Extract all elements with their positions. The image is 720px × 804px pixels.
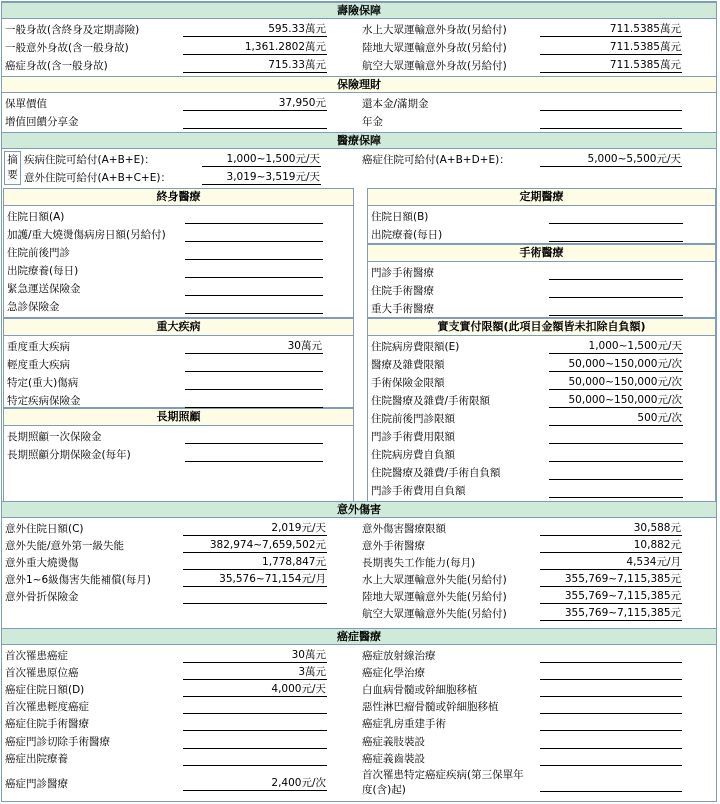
benefit-row	[5, 571, 329, 589]
benefit-value	[549, 208, 683, 224]
benefit-row	[371, 282, 685, 300]
finance-title-header: 保險理財	[2, 76, 716, 93]
benefit-value: 1,778,847元	[183, 554, 327, 570]
benefit-value	[540, 664, 682, 680]
benefit-label: 癌症化學治療	[362, 667, 425, 679]
benefit-value: 355,769~7,115,385元	[540, 571, 682, 587]
benefit-row	[5, 647, 329, 665]
benefit-row	[371, 482, 685, 500]
benefit-row	[362, 750, 684, 768]
benefit-label: 住院醫療及雜費/手術自負額	[371, 467, 501, 479]
reimbursement-box	[367, 318, 716, 502]
benefit-label: 住院病房費自負額	[371, 449, 455, 461]
benefit-label: 住院病房費限額(E)	[371, 341, 460, 353]
benefit-label: 首次罹患輕度癌症	[5, 701, 89, 713]
benefit-value: 50,000~150,000元/次	[549, 392, 683, 408]
benefit-value: 1,000~1,500元/天	[549, 338, 683, 354]
benefit-row	[5, 664, 329, 682]
benefit-value	[183, 750, 327, 766]
surgery-title-header: 手術醫療	[368, 245, 715, 262]
benefit-label: 住院前後門診	[7, 247, 70, 259]
benefit-label: 一般身故(含終身及定期壽險)	[5, 24, 140, 36]
benefit-label: 首次罹患特定癌症疾病(第三保單年	[362, 769, 524, 781]
benefit-row	[362, 95, 684, 113]
benefit-row	[371, 300, 685, 318]
benefit-row	[362, 57, 684, 75]
lifelong-medical-box	[3, 188, 354, 318]
benefit-value: 1,000~1,500元/天	[202, 151, 321, 167]
benefit-row	[371, 264, 685, 282]
reimb-title-header: 實支實付限額(此項目金額皆未扣除自負額)	[368, 319, 715, 336]
benefit-label: 陸地大眾運輸意外失能(另給付)	[362, 591, 507, 603]
benefit-row	[7, 338, 325, 356]
benefit-value: 30,588元	[540, 520, 682, 536]
accident-title-header: 意外傷害	[2, 501, 716, 518]
benefit-row	[7, 446, 325, 464]
benefit-label: 出院療養(每日)	[371, 229, 443, 241]
benefit-row	[7, 356, 325, 374]
benefit-value	[549, 282, 683, 298]
benefit-value: 711.5385萬元	[540, 39, 682, 55]
benefit-label: 一般意外身故(含一般身故)	[5, 42, 129, 54]
benefit-value: 2,400元/次	[183, 775, 327, 791]
benefit-label: 門診手術醫療	[371, 267, 434, 279]
benefit-row	[362, 605, 684, 623]
benefit-value: 2,019元/天	[183, 520, 327, 536]
benefit-label: 癌症住院日額(D)	[5, 684, 85, 696]
benefit-label: 首次罹患癌症	[5, 650, 68, 662]
benefit-value: 1,361.2802萬元	[183, 39, 327, 55]
benefit-label: 醫療及雜費限額	[371, 359, 445, 371]
benefit-value	[549, 300, 683, 316]
benefit-value	[540, 750, 682, 766]
critical-illness-box	[3, 318, 354, 408]
benefit-label: 癌症住院可給付(A+B+D+E)：	[362, 154, 510, 166]
benefit-label: 加護/重大燒燙傷病房日額(另給付)	[7, 229, 166, 241]
benefit-label: 意外重大燒燙傷	[5, 557, 79, 569]
benefit-label: 癌症門診醫療	[5, 778, 68, 790]
benefit-label: 重度重大疾病	[7, 341, 70, 353]
benefit-label: 陸地大眾運輸意外身故(另給付)	[362, 42, 507, 54]
benefit-label: 航空大眾運輸意外身故(另給付)	[362, 60, 507, 72]
benefit-row	[5, 39, 329, 57]
benefit-value	[185, 298, 323, 314]
benefit-label: 癌症義肢裝設	[362, 736, 425, 748]
benefit-value	[183, 698, 327, 714]
critical-title-header: 重大疾病	[4, 319, 353, 336]
benefit-value: 3,019~3,519元/天	[202, 169, 321, 185]
benefit-label: 長期照顧分期保險金(每年)	[7, 449, 131, 461]
benefit-value: 711.5385萬元	[540, 21, 682, 37]
benefit-label: 急診保險金	[7, 301, 60, 313]
benefit-row	[5, 95, 329, 113]
benefit-row	[371, 356, 685, 374]
benefit-row	[5, 733, 329, 751]
benefit-row	[5, 681, 329, 699]
benefit-label: 航空大眾運輸意外失能(另給付)	[362, 608, 507, 620]
benefit-row	[24, 169, 323, 187]
summary-tag	[4, 151, 21, 185]
benefit-value	[185, 446, 323, 462]
benefit-row	[5, 537, 329, 555]
benefit-row	[7, 262, 325, 280]
benefit-row	[7, 374, 325, 392]
benefit-value: 5,000~5,500元/天	[540, 151, 682, 167]
benefit-label: 癌症門診切除手術醫療	[5, 736, 110, 748]
benefit-value	[549, 226, 683, 242]
benefit-value: 30萬元	[185, 338, 323, 354]
benefit-label: 門診手術費用自負額	[371, 485, 466, 497]
benefit-row	[371, 226, 685, 244]
benefit-row	[371, 410, 685, 428]
benefit-label: 水上大眾運輸意外失能(另給付)	[362, 574, 507, 586]
benefit-value	[185, 262, 323, 278]
benefit-row	[7, 298, 325, 316]
benefit-label: 長期照顧一次保險金	[7, 431, 102, 443]
benefit-value	[183, 715, 327, 731]
benefit-label: 門診手術費用限額	[371, 431, 455, 443]
benefit-label: 手術保險金限額	[371, 377, 445, 389]
benefit-row	[362, 520, 684, 538]
benefit-value	[540, 733, 682, 749]
benefit-row	[362, 664, 684, 682]
benefit-label: 癌症住院手術醫療	[5, 718, 89, 730]
benefit-value: 355,769~7,115,385元	[540, 605, 682, 621]
benefit-value: 595.33萬元	[183, 21, 327, 37]
benefit-row	[5, 588, 329, 606]
benefit-row	[5, 750, 329, 768]
benefit-value: 35,576~71,154元/月	[183, 571, 327, 587]
benefit-label: 還本金/滿期金	[362, 98, 429, 110]
benefit-row	[362, 537, 684, 555]
surgery-medical-box	[367, 244, 716, 318]
benefit-row	[362, 151, 684, 169]
benefit-value	[183, 588, 327, 604]
benefit-value: 50,000~150,000元/次	[549, 374, 683, 390]
benefit-label: 年金	[362, 116, 383, 128]
benefit-row	[371, 464, 685, 482]
benefit-value	[540, 776, 682, 792]
benefit-label: 住院前後門診限額	[371, 413, 455, 425]
benefit-row	[362, 571, 684, 589]
benefit-value	[540, 113, 682, 129]
benefit-row	[5, 57, 329, 75]
benefit-row	[7, 280, 325, 298]
benefit-label: 白血病骨髓或幹細胞移植	[362, 684, 478, 696]
benefit-row	[371, 374, 685, 392]
benefit-value	[549, 464, 683, 480]
benefit-value	[540, 95, 682, 111]
benefit-value	[540, 715, 682, 731]
benefit-label: 水上大眾運輸意外身故(另給付)	[362, 24, 507, 36]
benefit-value	[549, 446, 683, 462]
benefit-row	[371, 446, 685, 464]
benefit-label: 特定疾病保險金	[7, 395, 81, 407]
benefit-row	[362, 554, 684, 572]
benefit-value	[549, 482, 683, 498]
benefit-value: 50,000~150,000元/次	[549, 356, 683, 372]
benefit-value	[183, 733, 327, 749]
benefit-value	[185, 374, 323, 390]
benefit-row	[362, 588, 684, 606]
benefit-row	[371, 428, 685, 446]
benefit-label: 特定(重大)傷病	[7, 377, 79, 389]
benefit-label: 癌症放射線治療	[362, 650, 436, 662]
benefit-row	[24, 151, 323, 169]
benefit-value	[185, 244, 323, 260]
benefit-row	[5, 554, 329, 572]
benefit-label: 癌症乳房重建手術	[362, 718, 446, 730]
benefit-row	[371, 208, 685, 226]
benefit-row	[7, 244, 325, 262]
benefit-row	[362, 715, 684, 733]
benefit-value	[185, 428, 323, 444]
benefit-value	[185, 280, 323, 296]
medical-title-header: 醫療保障	[2, 132, 716, 149]
benefit-label: 意外1~6級傷害失能補償(每月)	[5, 574, 151, 586]
benefit-value	[185, 208, 323, 224]
benefit-row	[362, 681, 684, 699]
benefit-row	[5, 520, 329, 538]
benefit-label: 惡性淋巴瘤骨髓或幹細胞移植	[362, 701, 499, 713]
summary-tag-char: 要	[7, 169, 18, 181]
benefit-label: 緊急運送保險金	[7, 283, 81, 295]
benefit-label: 住院日額(A)	[7, 211, 65, 223]
benefit-row	[362, 647, 684, 665]
benefit-row	[5, 698, 329, 716]
benefit-row	[5, 715, 329, 733]
benefit-value	[540, 647, 682, 663]
benefit-label: 住院手術醫療	[371, 285, 434, 297]
benefit-row	[7, 208, 325, 226]
benefit-label: 意外住院日額(C)	[5, 523, 84, 535]
benefit-value: 4,534元/月	[540, 554, 682, 570]
benefit-value: 715.33萬元	[183, 57, 327, 73]
benefit-label: 首次罹患原位癌	[5, 667, 79, 679]
benefit-value	[549, 428, 683, 444]
benefit-label: 住院日額(B)	[371, 211, 429, 223]
long-term-care-box	[3, 408, 354, 502]
benefit-value: 10,882元	[540, 537, 682, 553]
benefit-row	[362, 39, 684, 57]
benefit-row	[362, 698, 684, 716]
life-title-header: 壽險保障	[2, 2, 716, 19]
lifelong-title-header: 終身醫療	[4, 189, 353, 206]
benefit-label: 疾病住院可給付(A+B+E)：	[24, 154, 155, 166]
benefit-row	[7, 226, 325, 244]
benefit-value	[540, 681, 682, 697]
benefit-label: 長期喪失工作能力(每月)	[362, 557, 476, 569]
benefit-label: 癌症義齒裝設	[362, 753, 425, 765]
benefit-value	[185, 226, 323, 242]
benefit-label: 癌症身故(含一般身故)	[5, 60, 108, 72]
benefit-value	[540, 698, 682, 714]
benefit-row	[362, 21, 684, 39]
benefit-value	[549, 264, 683, 280]
benefit-label: 保單價值	[5, 98, 47, 110]
benefit-value: 711.5385萬元	[540, 57, 682, 73]
benefit-label: 重大手術醫療	[371, 303, 434, 315]
benefit-label: 意外傷害醫療限額	[362, 523, 446, 535]
benefit-row	[362, 113, 684, 131]
benefit-label: 增值回饋分享金	[5, 116, 79, 128]
benefit-value: 382,974~7,659,502元	[183, 537, 327, 553]
benefit-label: 出院療養(每日)	[7, 265, 79, 277]
benefit-row	[371, 338, 685, 356]
benefit-row	[5, 21, 329, 39]
benefit-row	[362, 733, 684, 751]
benefit-value	[183, 113, 327, 129]
benefit-label: 意外骨折保險金	[5, 591, 79, 603]
benefit-value: 4,000元/天	[183, 681, 327, 697]
benefit-value	[185, 392, 323, 408]
benefit-value	[185, 356, 323, 372]
benefit-value: 500元/次	[549, 410, 683, 426]
benefit-row	[5, 113, 329, 131]
benefit-label: 意外住院可給付(A+B+C+E)：	[24, 172, 171, 184]
benefit-row	[371, 392, 685, 410]
benefit-label: 癌症出院療養	[5, 753, 68, 765]
benefit-row	[5, 775, 329, 793]
benefit-row	[7, 428, 325, 446]
term-medical-box	[367, 188, 716, 244]
cancer-title-header: 癌症醫療	[2, 628, 716, 645]
benefit-label: 意外手術醫療	[362, 540, 425, 552]
benefit-value: 37,950元	[183, 95, 327, 111]
benefit-label: 意外失能/意外第一級失能	[5, 540, 125, 552]
benefit-value: 355,769~7,115,385元	[540, 588, 682, 604]
term-title-header: 定期醫療	[368, 189, 715, 206]
summary-tag-char: 摘	[7, 154, 18, 166]
ltc-title-header: 長期照顧	[4, 409, 353, 426]
benefit-label: 住院醫療及雜費/手術限額	[371, 395, 491, 407]
benefit-label-line2: 度(含)起)	[362, 784, 406, 796]
benefit-value: 30萬元	[183, 647, 327, 663]
benefit-label: 輕度重大疾病	[7, 359, 70, 371]
benefit-value: 3萬元	[183, 664, 327, 680]
benefit-row	[362, 768, 684, 802]
